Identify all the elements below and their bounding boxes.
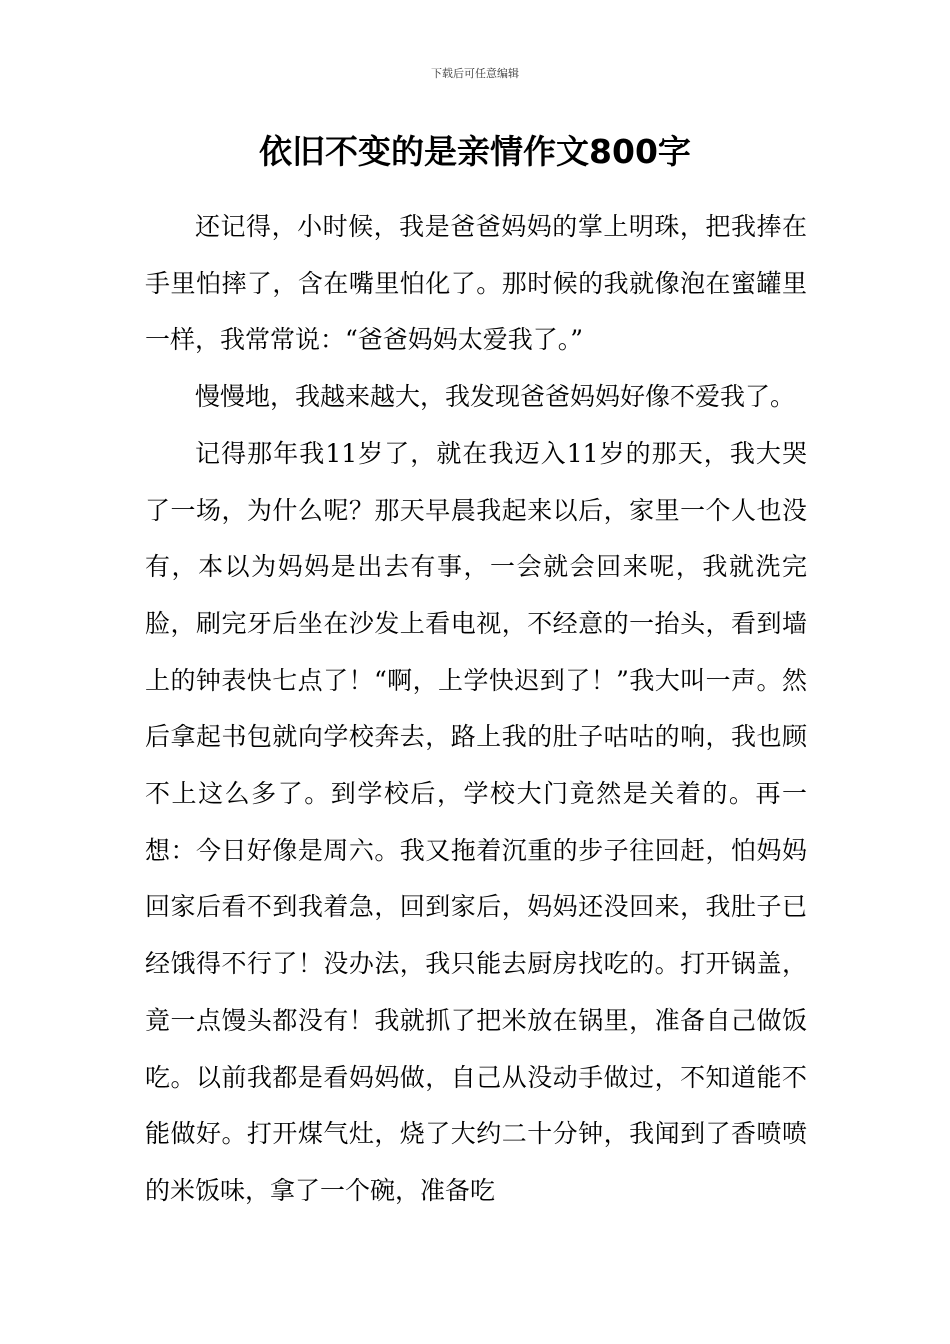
page-title: 依旧不变的是亲情作文800字 bbox=[259, 132, 691, 171]
paragraph: 慢慢地，我越来越大，我发现爸爸妈妈好像不爱我了。 bbox=[195, 382, 796, 412]
essay-body bbox=[145, 199, 807, 1220]
header-note: 下载后可任意编辑 bbox=[431, 67, 519, 80]
paragraph: 记得那年我11岁了，就在我迈入11岁的那天，我大哭了一场，为什么呢？那天早晨我起来以后，家里一个人也没有，本以为妈妈是出去有事，一会就会回来呢，我就洗完脸，刷完牙后坐在沙发上看电视，不经意的一抬头，看到墙上的钟表快七点了！“啊，上学快迟到了！”我大叫一声。然后拿起书包就向学校奔去，路上我的肚子咕咕的响，我也顾不上这么多了。到学校后，学校大门竟然是关着的。再一想：今日好像是周六。我又拖着沉重的步子往回赶，怕妈妈回家后看不到我着急，回到家后，妈妈还没回来，我肚子已经饿得不行了！没办法，我只能去厨房找吃的。打开锅盖，竟一点馒头都没有！我就抓了把米放在锅里，准备自己做饭吃。以前我都是看妈妈做，自己从没动手做过，不知道能不能做好。打开煤气灶，烧了大约二十分钟，我闻到了香喷喷的米饭味，拿了一个碗，准备吃 bbox=[145, 438, 807, 1205]
paragraph: 还记得，小时候，我是爸爸妈妈的掌上明珠，把我捧在手里怕摔了，含在嘴里怕化了。那时候的我就像泡在蜜罐里一样，我常常说：“爸爸妈妈太爱我了。” bbox=[145, 212, 807, 355]
